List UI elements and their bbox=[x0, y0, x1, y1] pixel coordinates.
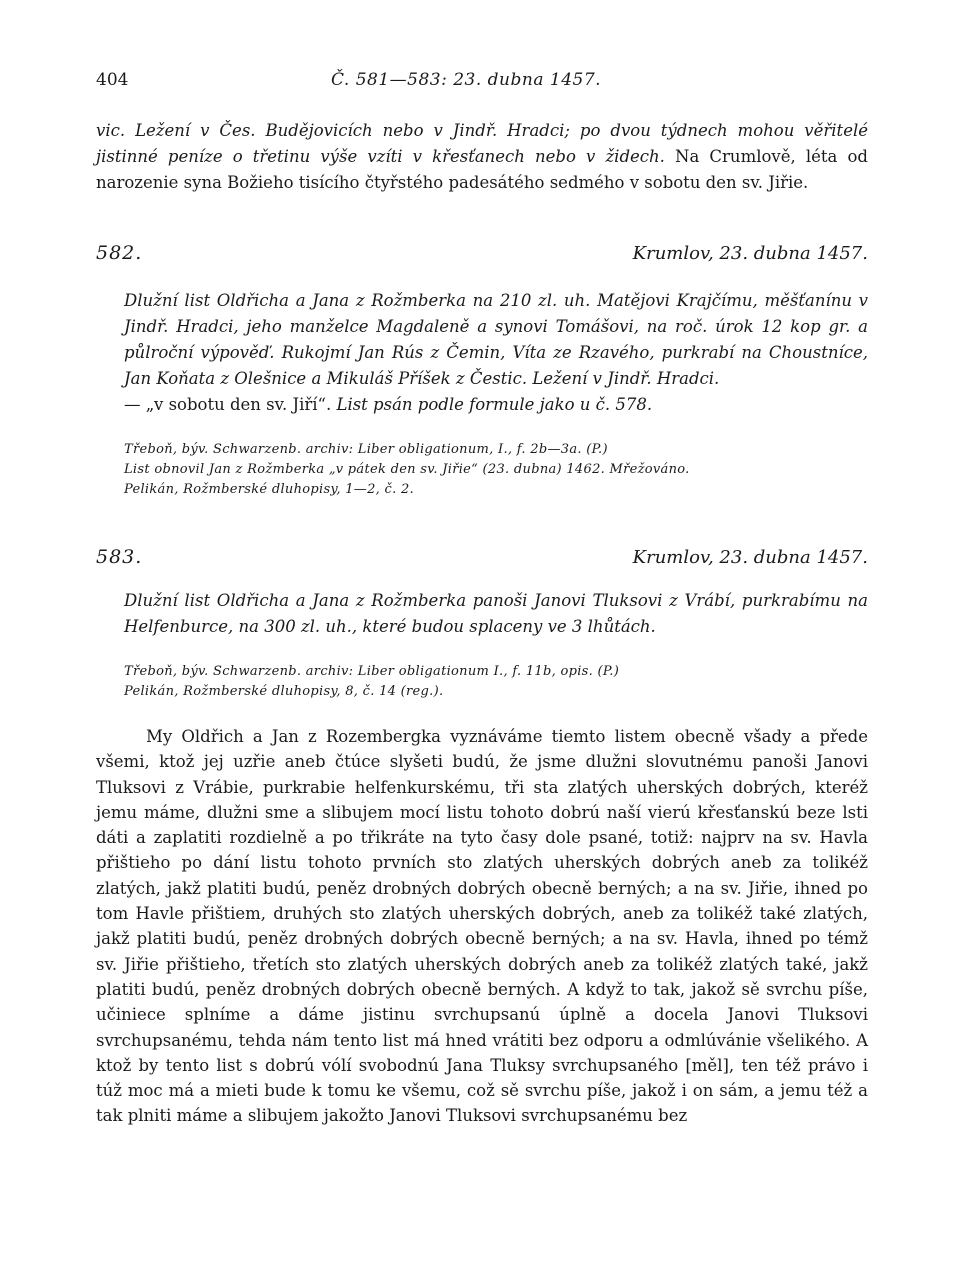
doc-582-regest-tail: List psán podle formule jako u č. 578. bbox=[336, 395, 653, 414]
doc-583-place-date: Krumlov, 23. dubna 1457. bbox=[632, 547, 868, 568]
doc-583-sources bbox=[124, 662, 868, 702]
doc-583-body bbox=[96, 724, 868, 1129]
doc-583-regest bbox=[124, 588, 868, 640]
source-line: Pelikán, Rožmberské dluhopisy, 8, č. 14 (reg.). bbox=[124, 684, 444, 699]
source-line: Třeboň, býv. Schwarzenb. archiv: Liber obligationum I., f. 11b, opis. (P.) bbox=[124, 664, 620, 679]
doc-582-regest-text: Dlužní list Oldřicha a Jana z Rožmberka na 210 zl. uh. Matějovi Krajčímu, měšťanínu v Jindř. Hradci, jeho manželce Magdaleně a synovi Tomášovi, na roč. úrok 12 kop gr. a půlroční výpověď. Rukojmí Jan Rús z Čemin, Víta ze Rzavého, purkrabí na Choustníce, Jan Koňata z Olešnice a Mikuláš Příšek z Čestic. Ležení v Jindř. Hradci. bbox=[124, 291, 868, 388]
doc-582-place-date: Krumlov, 23. dubna 1457. bbox=[632, 243, 868, 264]
doc-582-heading bbox=[96, 242, 868, 264]
doc-583-regest-text: Dlužní list Oldřicha a Jana z Rožmberka panoši Janovi Tluksovi z Vrábí, purkrabímu na Helfenburce, na 300 zl. uh., které budou splaceny ve 3 lhůtách. bbox=[124, 591, 868, 636]
continuation-paragraph bbox=[96, 118, 868, 196]
page-header bbox=[96, 70, 868, 104]
page-number: 404 bbox=[96, 70, 129, 90]
source-line: Třeboň, býv. Schwarzenb. archiv: Liber obligationum, I., f. 2b—3a. (P.) bbox=[124, 442, 608, 457]
doc-582-regest bbox=[124, 288, 868, 418]
doc-583-body-paragraph: My Oldřich a Jan z Rozembergka vyznáváme tiemto listem obecně všady a přede všemi, ktož jej uzřie aneb čtúce slyšeti budú, že jsme dlužni slovutnému panoši Janovi Tluksovi z Vrábie, purkrabie helfenkurskému, tři sta zlatých uherských dobrých, kteréž jemu máme, dlužni sme a slibujem mocí listu tohoto dobrú naší vierú křesťanskú beze lsti dáti a zaplatiti rozdielně a po třikráte na tyto časy dole psané, totiž: najprv na sv. Havla přištieho po dání listu tohoto prvních sto zlatých uherských dobrých aneb za tolikéž zlatých, jakž platiti budú, peněz drobných dobrých obecně berných; a na sv. Jiřie, ihned po tom Havle přištiem, druhých sto zlatých uherských dobrých, aneb za tolikéž také zlatých, jakž platiti budú, peněz drobných dobrých obecně berných; a na sv. Havla, ihned po témž sv. Jiřie přištieho, třetích sto zlatých uherských dobrých aneb za tolikéž zlatých také, jakž platiti budú, peněz drobných dobrých obecně berných. A když to tak, jakož sě svrchu píše, učiniece splníme a dáme jistinu svrchupsanú úplně a docela Janovi Tluksovi svrchupsanému, tehda nám tento list má hned vrátiti bez odporu a odmlúvánie všelikého. A ktož by tento list s dobrú vólí svobodnú Jana Tluksy svrchupsaného [měl], ten též právo i túž moc má a mieti bude k tomu ke všemu, což sě svrchu píše, jakož i on sám, a jemu též a tak plniti máme a slibujem jakožto Janovi Tluksovi svrchupsanému bez bbox=[96, 727, 868, 1126]
doc-583-heading bbox=[96, 546, 868, 568]
running-head: Č. 581—583: 23. dubna 1457. bbox=[331, 70, 602, 90]
document-page bbox=[96, 70, 868, 1129]
doc-583-number: 583. bbox=[96, 546, 143, 568]
doc-582-regest-dash: — „v sobotu den sv. Jiří“. bbox=[124, 395, 332, 414]
source-line: Pelikán, Rožmberské dluhopisy, 1—2, č. 2. bbox=[124, 482, 414, 497]
continuation-text: Na Crumlově, léta od narozenie syna Božieho tisícího čtyřstého padesátého sedmého v sobotu den sv. Jiřie. bbox=[96, 147, 868, 192]
continuation-italic: vic. Ležení v Čes. Budějovicích nebo v Jindř. Hradci; po dvou týdnech mohou věřitelé jistinné peníze o třetinu výše vzíti v křesťanech nebo v židech. bbox=[96, 121, 868, 166]
doc-582-number: 582. bbox=[96, 242, 143, 264]
doc-582-sources bbox=[124, 440, 868, 500]
source-line: List obnovil Jan z Rožmberka „v pátek den sv. Jiřie“ (23. dubna) 1462. Mřežováno. bbox=[124, 462, 690, 477]
